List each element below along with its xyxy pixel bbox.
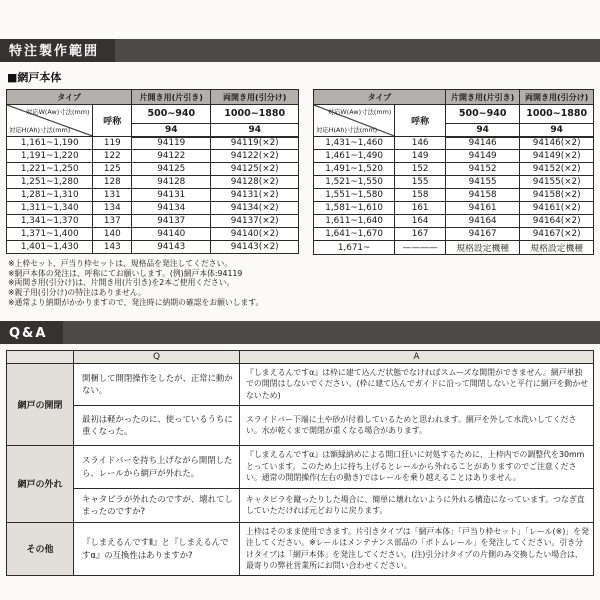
- section-header-bar: [0, 39, 600, 62]
- cell-range: 1,191~1,220: [7, 150, 93, 163]
- cell-double: 規格設定機種: [520, 241, 594, 255]
- cell-name: 143: [93, 241, 132, 254]
- cell-name: 128: [93, 176, 132, 189]
- size-table-left-body: [7, 137, 299, 254]
- table-row: [313, 215, 593, 228]
- cell-single: 94164: [445, 215, 519, 228]
- cell-single: 94134: [132, 202, 211, 215]
- cell-name: 140: [93, 228, 132, 241]
- col-header-name: 呼称: [395, 105, 446, 137]
- note-item: ※両開き用(引分け)は、片開き用(片引き)を2本ご使用ください。: [8, 278, 235, 288]
- cell-name: 158: [395, 189, 446, 202]
- table-row: [313, 189, 593, 202]
- qa-row: [7, 522, 594, 575]
- qa-title: Q&A: [0, 321, 63, 344]
- table-row: [313, 137, 593, 150]
- single-width-code: 94: [445, 123, 519, 136]
- qa-row: [7, 488, 594, 522]
- qa-table: [6, 350, 594, 576]
- col-header-type: タイプ: [7, 90, 132, 105]
- table-row: [7, 189, 299, 202]
- w-dimension-label: 対応W(Aw)寸法(mm): [327, 108, 392, 116]
- qa-question: キャタピラが外れたのですが、壊れてしまったのですか?: [74, 488, 240, 522]
- table-row: [7, 202, 299, 215]
- qa-category-other: その他: [7, 522, 74, 575]
- qa-category-detach: 網戸の外れ: [7, 445, 74, 522]
- cell-range: 1,521~1,550: [313, 176, 394, 189]
- cell-single: 94119: [132, 137, 211, 150]
- size-table-range-row: [7, 105, 299, 124]
- note-item: ※網戸本体の発注は、呼称にてお願いします。(例)網戸本体:94119: [8, 268, 243, 278]
- qa-header-row: [7, 350, 594, 363]
- amido-subtitle: ■網戸本体: [7, 71, 62, 84]
- qa-col-q: Q: [74, 350, 240, 363]
- table-row: [313, 176, 593, 189]
- cell-range: 1,251~1,280: [7, 176, 93, 189]
- double-width-code: 94: [520, 123, 594, 136]
- h-dimension-label: 対応H(Ah)寸法(mm): [315, 126, 378, 134]
- cell-double: 94122(×2): [211, 150, 298, 163]
- col-header-double-use: 両開き用(引分け): [211, 90, 298, 105]
- single-width-range: 500~940: [445, 105, 519, 124]
- cell-double: 94167(×2): [520, 228, 594, 241]
- size-table-header-row: [7, 90, 299, 105]
- qa-header-bar: [0, 321, 600, 344]
- qa-answer: 上枠はそのまま使用できます。片引きタイプは「網戸本体」「戸当り枠セット」「レール(※)」を発注してください。※レールはメンテナンス部品の「ボトムレール」を発注してください。引き分けタイプは「網戸本体」を発注してください。(注)引分けタイプの片側のみ交換したい場合は、最寄りの弊社営業所にお問い合わせください。: [240, 522, 594, 575]
- col-header-name: 呼称: [93, 105, 132, 137]
- table-row: [313, 228, 593, 241]
- cell-range: 1,671~: [313, 241, 394, 255]
- w-dimension-label: 対応W(Aw)寸法(mm): [25, 108, 90, 116]
- table-row: [7, 163, 299, 176]
- cell-single: 94137: [132, 215, 211, 228]
- cell-range: 1,161~1,190: [7, 137, 93, 150]
- dimension-matrix-cell: [313, 105, 394, 137]
- qa-answer: スライドバー下端に土や砂が付着しているためと思われます。網戸を外して水洗いしてください。水が乾くまで開閉が重くなる場合があります。: [240, 405, 594, 445]
- cell-single: 94149: [445, 150, 519, 163]
- cell-single: 94155: [445, 176, 519, 189]
- cell-range: 1,551~1,580: [313, 189, 394, 202]
- cell-name: 134: [93, 202, 132, 215]
- cell-single: 94125: [132, 163, 211, 176]
- table-row: [7, 241, 299, 254]
- qa-col-a: A: [240, 350, 594, 363]
- cell-range: 1,581~1,610: [313, 202, 394, 215]
- cell-name: 119: [93, 137, 132, 150]
- cell-range: 1,491~1,520: [313, 163, 394, 176]
- size-table-right-body: [313, 137, 593, 255]
- qa-question: スライドバーを持ち上げながら開閉したら、レールから網戸が外れた。: [74, 445, 240, 488]
- col-header-single-use: 片開き用(片引き): [132, 90, 211, 105]
- col-header-type: タイプ: [313, 90, 445, 105]
- cell-name: ————: [395, 241, 446, 255]
- cell-double: 94131(×2): [211, 189, 298, 202]
- cell-name: 155: [395, 176, 446, 189]
- cell-name: 122: [93, 150, 132, 163]
- cell-name: 146: [395, 137, 446, 150]
- qa-category-open-close: 網戸の開閉: [7, 363, 74, 445]
- size-table-left: [6, 89, 299, 254]
- cell-range: 1,641~1,670: [313, 228, 394, 241]
- size-tables: [6, 89, 594, 255]
- size-table-range-row: [313, 105, 593, 124]
- table-row: [7, 228, 299, 241]
- cell-single: 94161: [445, 202, 519, 215]
- double-width-range: 1000~1880: [211, 105, 298, 124]
- cell-name: 149: [395, 150, 446, 163]
- table-row: [313, 150, 593, 163]
- cell-single: 94158: [445, 189, 519, 202]
- cell-range: 1,611~1,640: [313, 215, 394, 228]
- single-width-code: 94: [132, 123, 211, 136]
- qa-answer: キャタピラを蹴ったりした場合に、簡単に壊れないように外れる構造になっています。つなぎ直していただければ元どおりに戻ります。: [240, 488, 594, 522]
- qa-question: 『しまえるんですⅡ』と『しまえるんですα』の互換性はありますか?: [74, 522, 240, 575]
- cell-double: 94155(×2): [520, 176, 594, 189]
- cell-name: 137: [93, 215, 132, 228]
- cell-double: 94158(×2): [520, 189, 594, 202]
- cell-single: 94143: [132, 241, 211, 254]
- footnotes: [8, 259, 600, 308]
- qa-corner-cell: [7, 350, 74, 363]
- cell-double: 94152(×2): [520, 163, 594, 176]
- page-title: 特注製作範囲: [0, 39, 115, 62]
- cell-double: 94143(×2): [211, 241, 298, 254]
- single-width-range: 500~940: [132, 105, 211, 124]
- cell-name: 152: [395, 163, 446, 176]
- cell-name: 125: [93, 163, 132, 176]
- cell-range: 1,221~1,250: [7, 163, 93, 176]
- cell-single: 94131: [132, 189, 211, 202]
- cell-double: 94146(×2): [520, 137, 594, 150]
- qa-row: [7, 405, 594, 445]
- table-row: [7, 137, 299, 150]
- table-row: [7, 150, 299, 163]
- note-item: ※通常より納期がかかりますので、発注時に納期の確認をお願いします。: [8, 297, 264, 307]
- qa-row: [7, 363, 594, 405]
- size-table-right: [313, 89, 594, 255]
- cell-double: 94119(×2): [211, 137, 298, 150]
- table-row: [313, 202, 593, 215]
- cell-range: 1,311~1,340: [7, 202, 93, 215]
- table-row: [7, 176, 299, 189]
- dimension-matrix-cell: [7, 105, 93, 137]
- cell-double: 94134(×2): [211, 202, 298, 215]
- cell-name: 131: [93, 189, 132, 202]
- cell-double: 94137(×2): [211, 215, 298, 228]
- cell-double: 94164(×2): [520, 215, 594, 228]
- qa-answer: 『しまえるんですα』は額縁納めによる開口狂いに対処するために、上枠内での調整代を30mmとっています。このため上に持ち上げるとレールから外れることがありますのでご注意ください。通常の開閉操作(左右の動き)ではレールを乗り越えることはありません。: [240, 445, 594, 488]
- table-row: [7, 215, 299, 228]
- table-row: [313, 241, 593, 255]
- cell-single: 94140: [132, 228, 211, 241]
- cell-name: 164: [395, 215, 446, 228]
- cell-name: 161: [395, 202, 446, 215]
- cell-name: 167: [395, 228, 446, 241]
- cell-single: 規格設定機種: [445, 241, 519, 255]
- qa-question: 最初は軽かったのに、使っているうちに重くなった。: [74, 405, 240, 445]
- qa-row: [7, 445, 594, 488]
- cell-single: 94128: [132, 176, 211, 189]
- cell-range: 1,461~1,490: [313, 150, 394, 163]
- cell-range: 1,281~1,310: [7, 189, 93, 202]
- cell-single: 94122: [132, 150, 211, 163]
- cell-single: 94167: [445, 228, 519, 241]
- cell-single: 94152: [445, 163, 519, 176]
- cell-double: 94140(×2): [211, 228, 298, 241]
- note-item: ※上枠セット、戸当り枠セットは、規格品を発注してください。: [8, 259, 233, 268]
- cell-double: 94149(×2): [520, 150, 594, 163]
- qa-answer: 『しまえるんですα』は枠に建て込んだ状態でなければスムーズな開閉ができません。網戸単独での開閉はしないでください。(枠に建て込んでガイドに沿って開閉しないと平行に網戸を動かせないため): [240, 363, 594, 405]
- note-item: ※親子用(引分け)の特注はありません。: [8, 288, 146, 298]
- cell-double: 94161(×2): [520, 202, 594, 215]
- qa-question: 開梱して開閉操作をしたが、正常に動かない。: [74, 363, 240, 405]
- col-header-double-use: 両開き用(引分け): [520, 90, 594, 105]
- cell-range: 1,401~1,430: [7, 241, 93, 254]
- col-header-single-use: 片開き用(片引き): [445, 90, 519, 105]
- cell-range: 1,371~1,400: [7, 228, 93, 241]
- h-dimension-label: 対応H(Ah)寸法(mm): [9, 126, 71, 134]
- cell-range: 1,341~1,370: [7, 215, 93, 228]
- size-table-header-row: [313, 90, 593, 105]
- cell-single: 94146: [445, 137, 519, 150]
- cell-double: 94125(×2): [211, 163, 298, 176]
- double-width-range: 1000~1880: [520, 105, 594, 124]
- table-row: [313, 163, 593, 176]
- cell-range: 1,431~1,460: [313, 137, 394, 150]
- cell-double: 94128(×2): [211, 176, 298, 189]
- double-width-code: 94: [211, 123, 298, 136]
